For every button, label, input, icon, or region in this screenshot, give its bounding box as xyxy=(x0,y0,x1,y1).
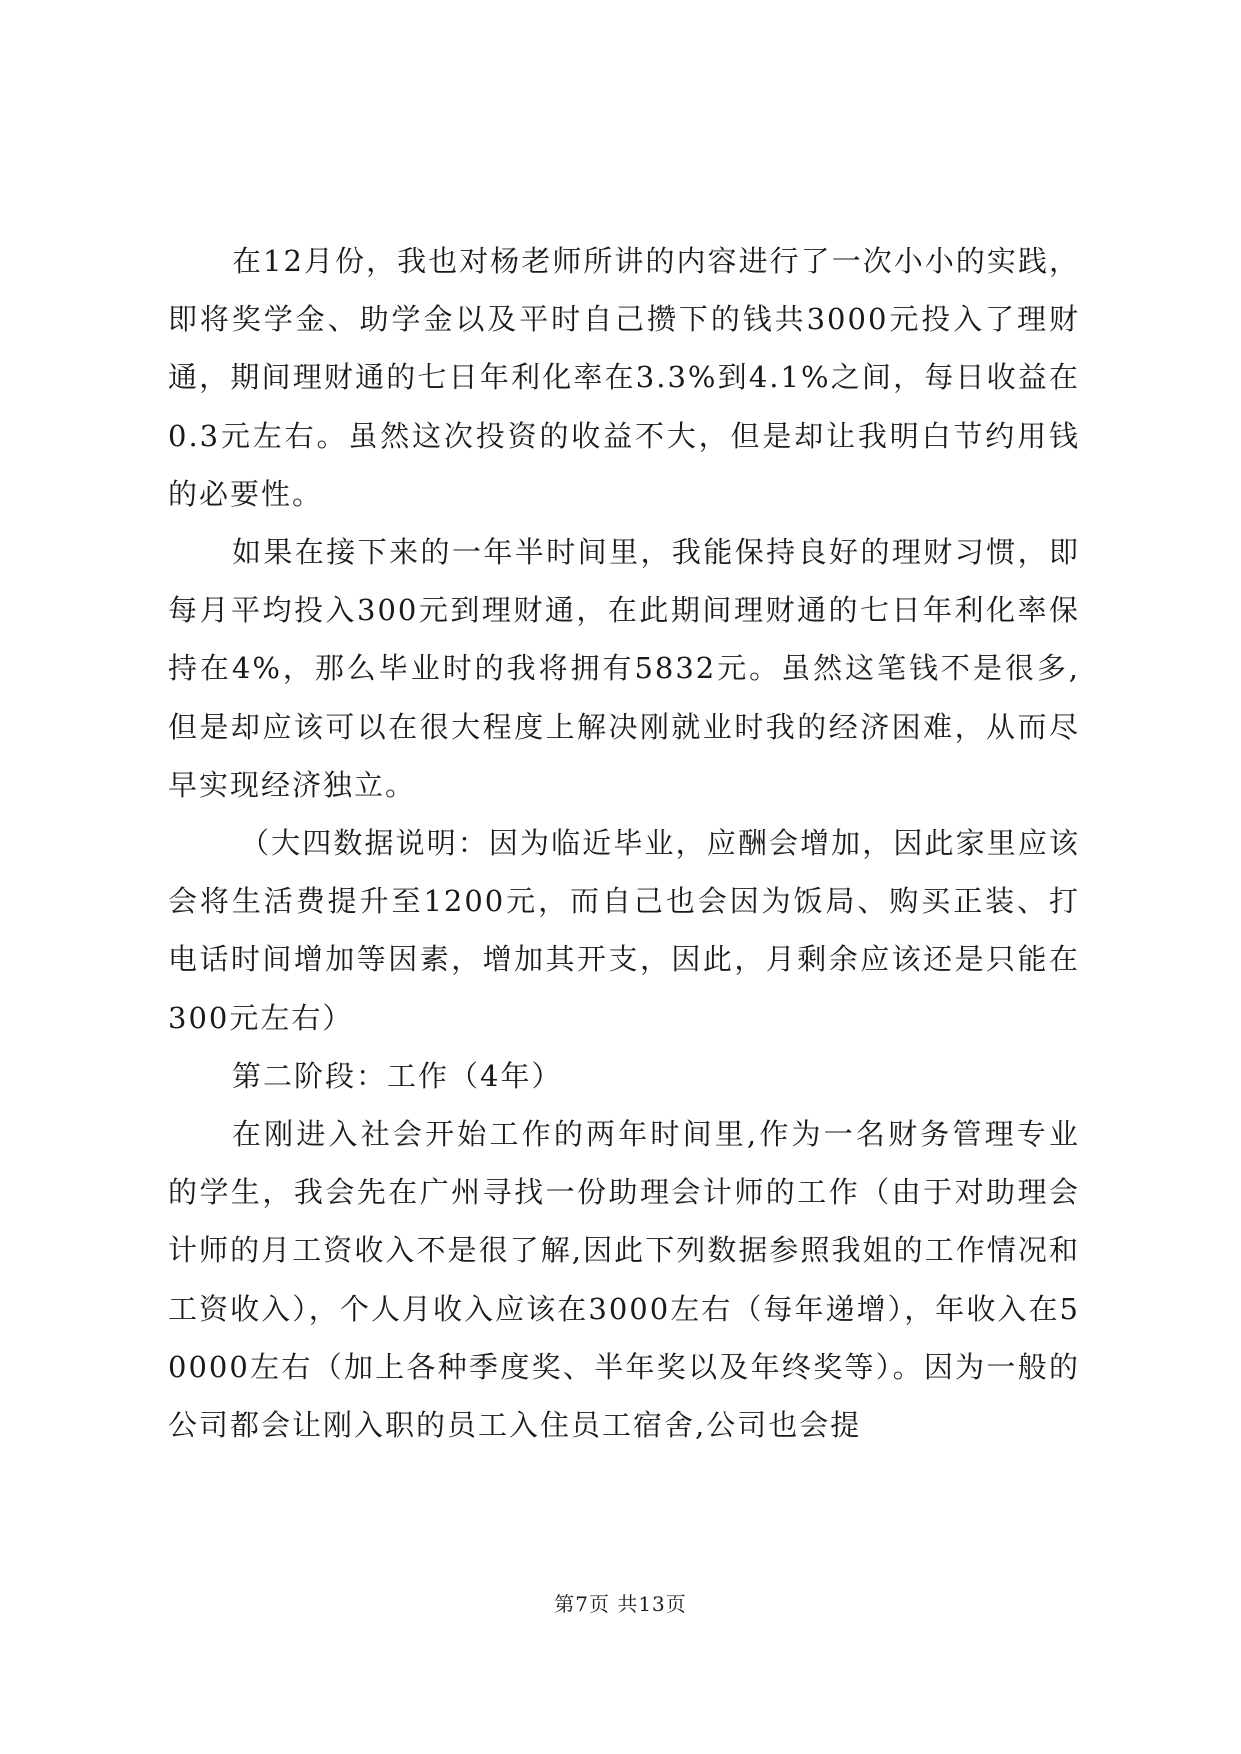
paragraph-senior-year-note: （大四数据说明：因为临近毕业，应酬会增加，因此家里应该会将生活费提升至1200元，而自己也会因为饭局、购买正装、打电话时间增加等因素，增加其开支，因此，月剩余应该还是只能在300元左右） xyxy=(168,826,1080,1035)
document-body xyxy=(168,232,1080,1454)
page-number-footer: 第7页 共13页 xyxy=(554,1592,687,1616)
paragraph-savings-plan: 如果在接下来的一年半时间里，我能保持良好的理财习惯，即每月平均投入300元到理财通，在此期间理财通的七日年利化率保持在4%，那么毕业时的我将拥有5832元。虽然这笔钱不是很多,但是却应该可以在很大程度上解决刚就业时我的经济困难，从而尽早实现经济独立。 xyxy=(168,535,1080,802)
section-heading-stage-two: 第二阶段：工作（4年） xyxy=(232,1058,563,1093)
paragraph-december-practice: 在12月份，我也对杨老师所讲的内容进行了一次小小的实践，即将奖学金、助学金以及平时自己攒下的钱共3000元投入了理财通，期间理财通的七日年利化率在3.3%到4.1%之间，每日收益在0.3元左右。虽然这次投资的收益不大，但是却让我明白节约用钱的必要性。 xyxy=(168,244,1080,511)
paragraph-early-work: 在刚进入社会开始工作的两年时间里,作为一名财务管理专业的学生，我会先在广州寻找一份助理会计师的工作（由于对助理会计师的月工资收入不是很了解,因此下列数据参照我姐的工作情况和工资收入），个人月收入应该在3000左右（每年递增），年收入在50000左右（加上各种季度奖、半年奖以及年终奖等）。因为一般的公司都会让刚入职的员工入住员工宿舍,公司也会提 xyxy=(168,1117,1080,1443)
